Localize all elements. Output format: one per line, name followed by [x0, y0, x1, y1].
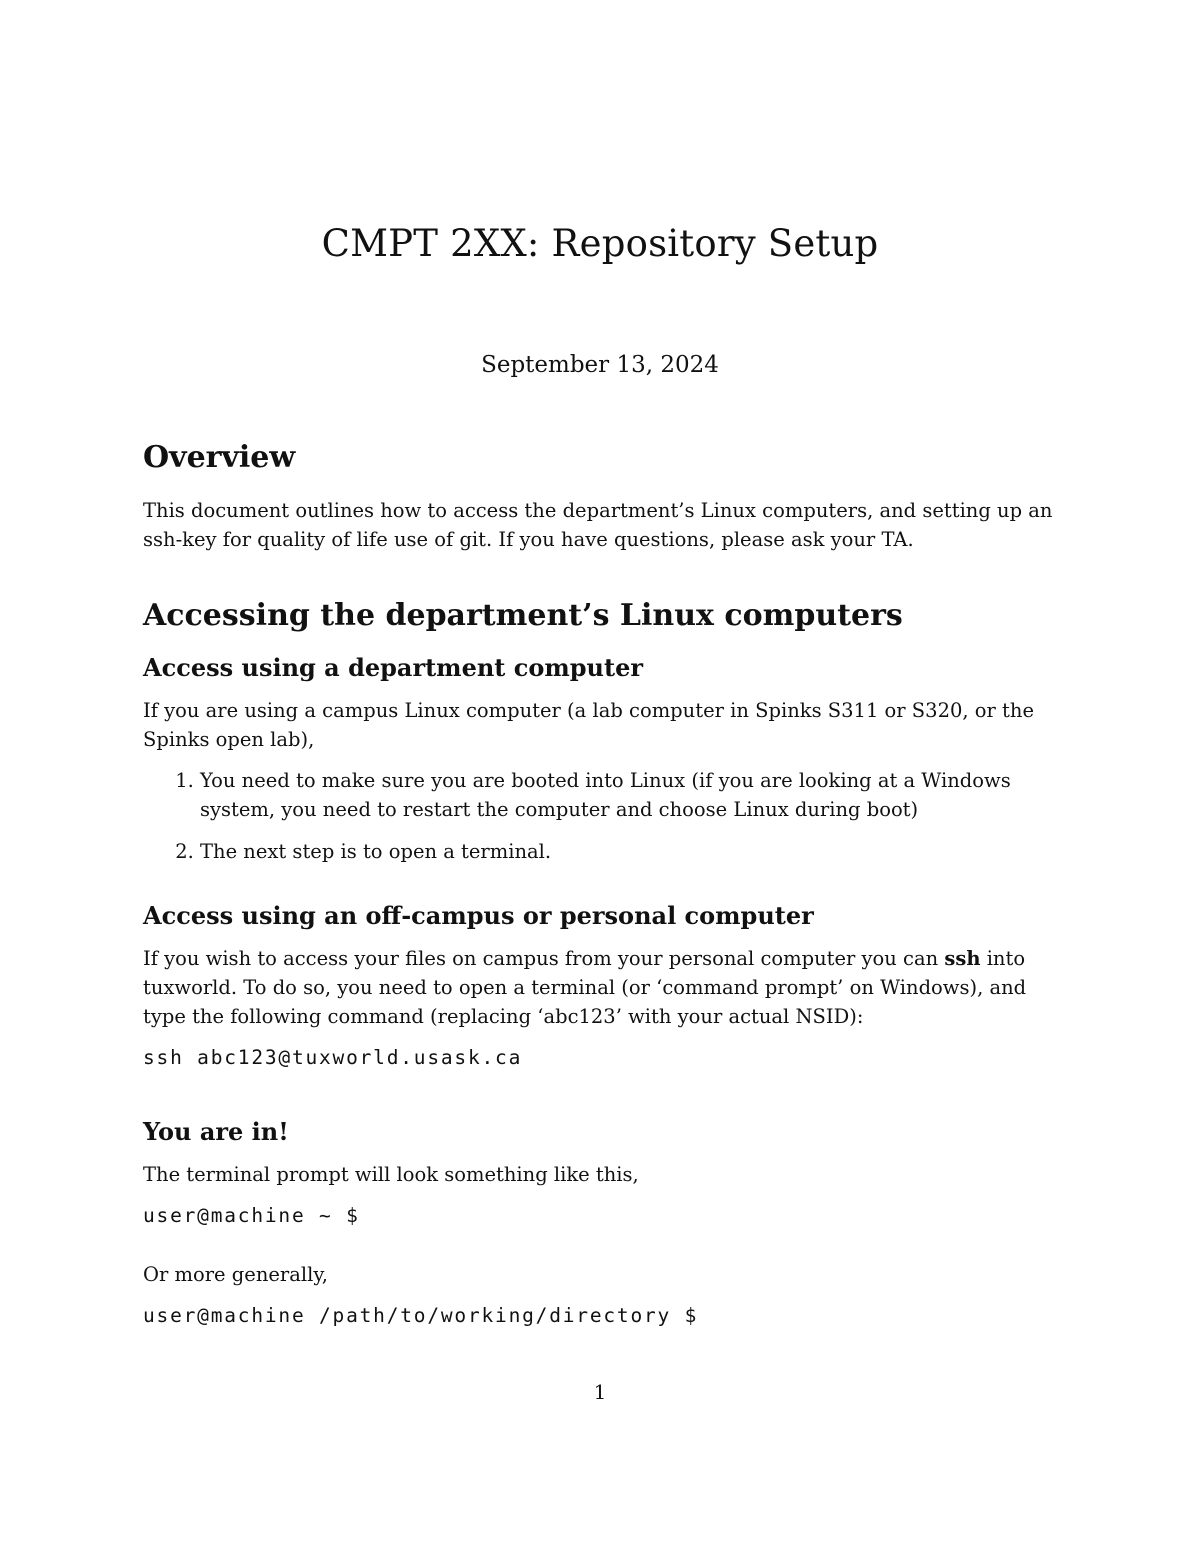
- off-campus-heading: Access using an off-campus or personal computer: [143, 901, 814, 930]
- you-are-in-heading: You are in!: [143, 1117, 289, 1146]
- ssh-keyword: ssh: [944, 947, 981, 970]
- prompt-general: user@machine /path/to/working/directory $: [143, 1304, 699, 1327]
- page-number: 1: [593, 1380, 607, 1404]
- step-item: 2. The next step is to open a terminal.: [200, 837, 1061, 866]
- off-campus-intro: [143, 944, 1061, 1031]
- prompt-example: user@machine ~ $: [143, 1204, 360, 1227]
- you-are-in-intro: The terminal prompt will look something like this,: [143, 1163, 639, 1186]
- dept-computer-intro: If you are using a campus Linux computer (a lab computer in Spinks S311 or S320, or the Spinks open lab),: [143, 699, 1034, 751]
- document-body: [143, 438, 1061, 1330]
- step-item: 1. You need to make sure you are booted into Linux (if you are looking at a Windows system, you need to restart the computer and choose Linux during boot): [200, 766, 1061, 824]
- more-generally-text: Or more generally,: [143, 1263, 328, 1286]
- dept-computer-heading: Access using a department computer: [143, 653, 643, 682]
- accessing-heading: Accessing the department’s Linux computers: [143, 598, 903, 633]
- ssh-command: ssh abc123@tuxworld.usask.ca: [143, 1046, 523, 1069]
- document-date: September 13, 2024: [481, 352, 719, 378]
- overview-heading: Overview: [143, 440, 296, 475]
- dept-computer-steps: [143, 766, 1061, 866]
- overview-paragraph: This document outlines how to access the department’s Linux computers, and setting up an ssh-key for quality of life use of git. If you have questions, please ask your TA.: [143, 499, 1053, 551]
- document-title: CMPT 2XX: Repository Setup: [321, 222, 879, 265]
- off-campus-intro-after: into tuxworld. To do so, you need to open a terminal (or ‘command prompt’ on Windows), and type the following command (replacing ‘abc123’ with your actual NSID):: [143, 947, 1027, 1028]
- off-campus-intro-before: If you wish to access your files on campus from your personal computer you can: [143, 947, 945, 970]
